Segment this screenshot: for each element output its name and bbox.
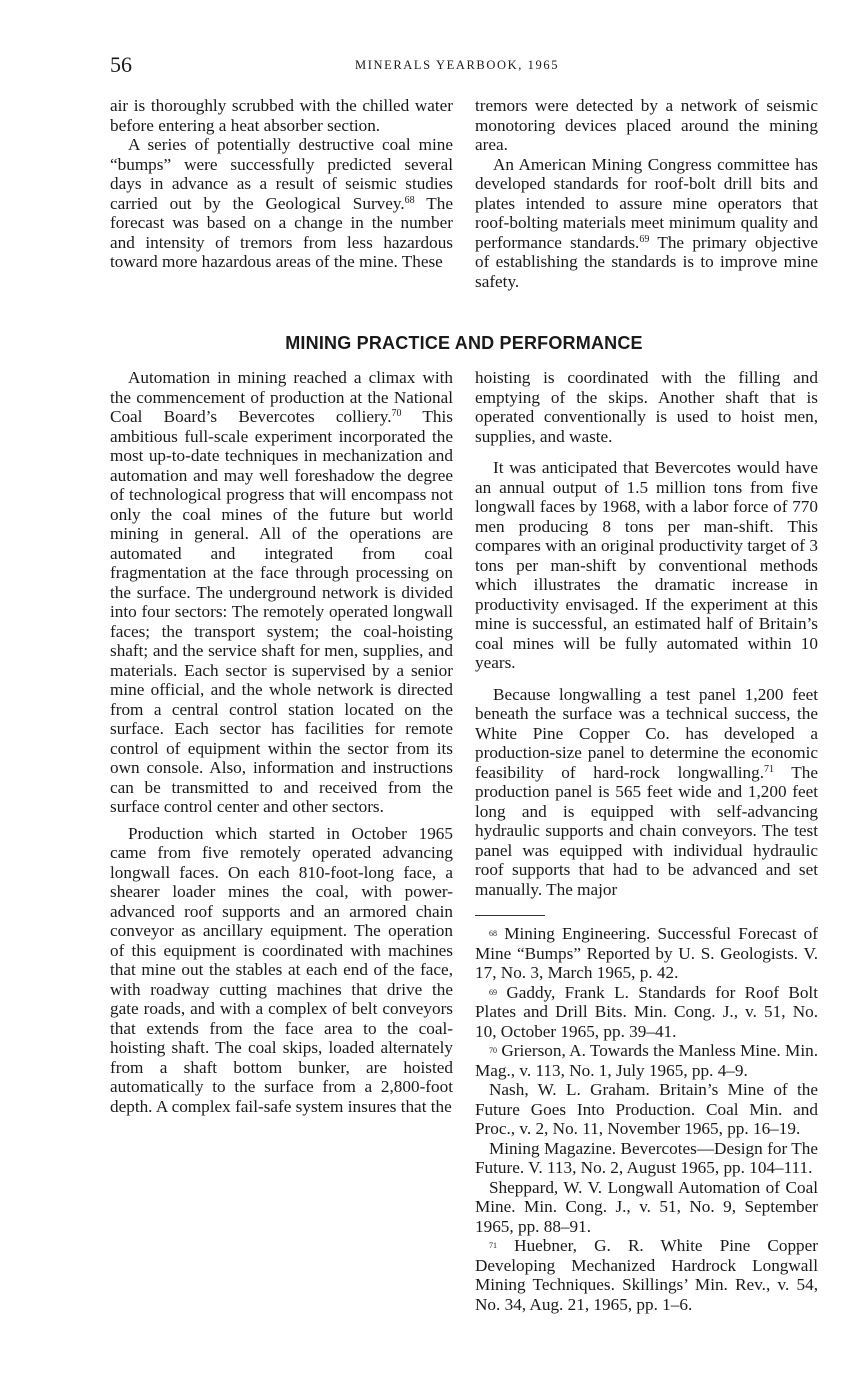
paragraph — [475, 685, 818, 900]
page-header — [110, 52, 818, 80]
footnote-number: 69 — [489, 987, 497, 997]
footnote-text: Grierson, A. Towards the Manless Mine. Min. Mag., v. 113, No. 1, July 1965, pp. 4–9. — [475, 1041, 818, 1080]
top-left-column — [110, 96, 453, 272]
paragraph — [110, 368, 453, 817]
footnote-text: Mining Magazine. Bevercotes—Design for The Future. V. 113, No. 2, August 1965, pp. 104–111. — [475, 1138, 818, 1177]
footnote-ref: 68 — [404, 194, 415, 206]
footnote — [475, 1080, 818, 1139]
paragraph-text: Automation in mining reached a climax with the commencement of production at the National Coal Board’s Bevercotes colliery. — [110, 368, 453, 426]
top-right-column — [475, 96, 818, 291]
footnote-number: 71 — [489, 1241, 497, 1250]
paragraph: hoisting is coordinated with the filling and emptying of the skips. Another shaft that is operated conventionally is used to hoist men, supplies, and waste. — [475, 368, 818, 446]
paragraph: It was anticipated that Bevercotes would have an annual output of 1.5 million tons from five longwall faces by 1968, with a labor force of 770 men producing 8 tons per man-shift. This compares with an original productivity target of 3 tons per man-shift by conventional methods which illustrates the dramatic increase in productivity envisaged. If the experiment at this mine is successful, an estimated half of Britain’s coal mines will be fully automated within 10 years. — [475, 458, 818, 672]
paragraph-text: This ambitious full-scale experiment incorporated the most up-to-date techniques in mechanization and automation and may well foreshadow the degree of technological progress that will encompass not only the coal mines of the future but world mining in general. All of the operations are automated and integrated from coal fragmentation at the face through processing on the surface. The underground network is divided into four sectors: The remotely operated longwall faces; the transport system; the coal-hoisting shaft; and the service shaft for men, supplies, and materials. Each sector is supervised by a senior mine official, and the whole network is directed from a central control station located on the surface. Each sector has facilities for remote control of equipment within the sector from its own console. Also, information and instructions can be transmitted to and received from the surface control center and other sectors. — [110, 407, 453, 816]
footnote-ref: 70 — [391, 408, 402, 419]
paragraph: tremors were detected by a network of seismic monotoring devices placed around the mining area. — [475, 96, 818, 154]
footnote-text: Gaddy, Frank L. Standards for Roof Bolt Plates and Drill Bits. Min. Cong. J., v. 51, No. 10, October 1965, pp. 39–41. — [475, 982, 818, 1041]
running-title: MINERALS YEARBOOK, 1965 — [355, 58, 560, 72]
footnote-text: Sheppard, W. V. Longwall Automation of Coal Mine. Min. Cong. J., v. 51, No. 9, September 1965, pp. 88–91. — [475, 1177, 818, 1236]
paragraph — [475, 155, 818, 292]
page-number: 56 — [110, 52, 132, 77]
footnote — [475, 924, 818, 983]
section-heading: MINING PRACTICE AND PERFORMANCE — [285, 333, 643, 353]
footnote — [475, 1041, 818, 1080]
footnote — [475, 983, 818, 1042]
paragraph — [110, 135, 453, 272]
footnote-number: 68 — [489, 929, 497, 938]
paragraph-text: A series of potentially destructive coal mine “bumps” were successfully predicted several days in advance as a result of seismic studies carried out by the Geological Survey. — [110, 135, 453, 213]
paragraph: Production which started in October 1965 came from five remotely operated advancing longwall faces. On each 810-foot-long face, a shearer loader mines the coal, with power-advanced roof supports and an armored chain conveyor as ancillary equipment. The operation of this equipment is coordinated with machines that mine out the stables at each end of the face, with roadway cutting machines that drive the gate roads, and with a complex of belt conveyors that extends from the face area to the coal-hoisting shaft. The coal skips, loaded alternately from a shaft bottom bunker, are hoisted automatically to the surface from a 2,800-foot depth. A complex fail-safe system insures that the — [110, 823, 453, 1116]
bottom-left-column — [110, 368, 453, 1116]
paragraph-text: Because longwalling a test panel 1,200 feet beneath the surface was a technical success, the White Pine Copper Co. has developed a production-size panel to determine the economic feasibility of hard-rock longwalling. — [475, 684, 818, 782]
paragraph-text: An American Mining Congress committee has developed standards for roof-bolt drill bits and plates intended to assure mine operators that roof-bolting materials meet minimum quality and performance standards. — [475, 154, 818, 252]
paragraph-text: The production panel is 565 feet wide and 1,200 feet long and is equipped with self-advancing hydraulic supports and chain conveyors. The test panel was equipped with individual hydraulic roof supports that had to be advanced and set manually. The major — [475, 762, 818, 899]
footnote-ref: 71 — [764, 763, 774, 775]
paragraph-text: The primary objective of establishing the standards is to improve mine safety. — [475, 232, 818, 291]
paragraph: air is thoroughly scrubbed with the chilled water before entering a heat absorber section. — [110, 96, 453, 135]
footnote — [475, 1178, 818, 1237]
footnote-text: Huebner, G. R. White Pine Copper Developing Mechanized Hardrock Longwall Mining Techniques. Skillings’ Min. Rev., v. 54, No. 34, Aug. 21, 1965, pp. 1–6. — [475, 1236, 818, 1314]
footnote-text: Nash, W. L. Graham. Britain’s Mine of the Future Goes Into Production. Coal Min. and Proc., v. 2, No. 11, November 1965, pp. 16–19. — [475, 1080, 818, 1138]
footnote-number: 70 — [489, 1046, 497, 1055]
bottom-right-column — [475, 368, 818, 1314]
footnote — [475, 1139, 818, 1178]
footnote-ref: 69 — [639, 233, 650, 245]
footnote-divider — [475, 915, 545, 916]
footnote-text: Mining Engineering. Successful Forecast of Mine “Bumps” Reported by U. S. Geologists. V. 17, No. 3, March 1965, p. 42. — [475, 924, 818, 982]
footnotes — [475, 924, 818, 1314]
footnote — [475, 1236, 818, 1314]
paragraph-text: The forecast was based on a change in the number and intensity of tremors from less hazardous toward more hazardous areas of the mine. These — [110, 193, 453, 271]
